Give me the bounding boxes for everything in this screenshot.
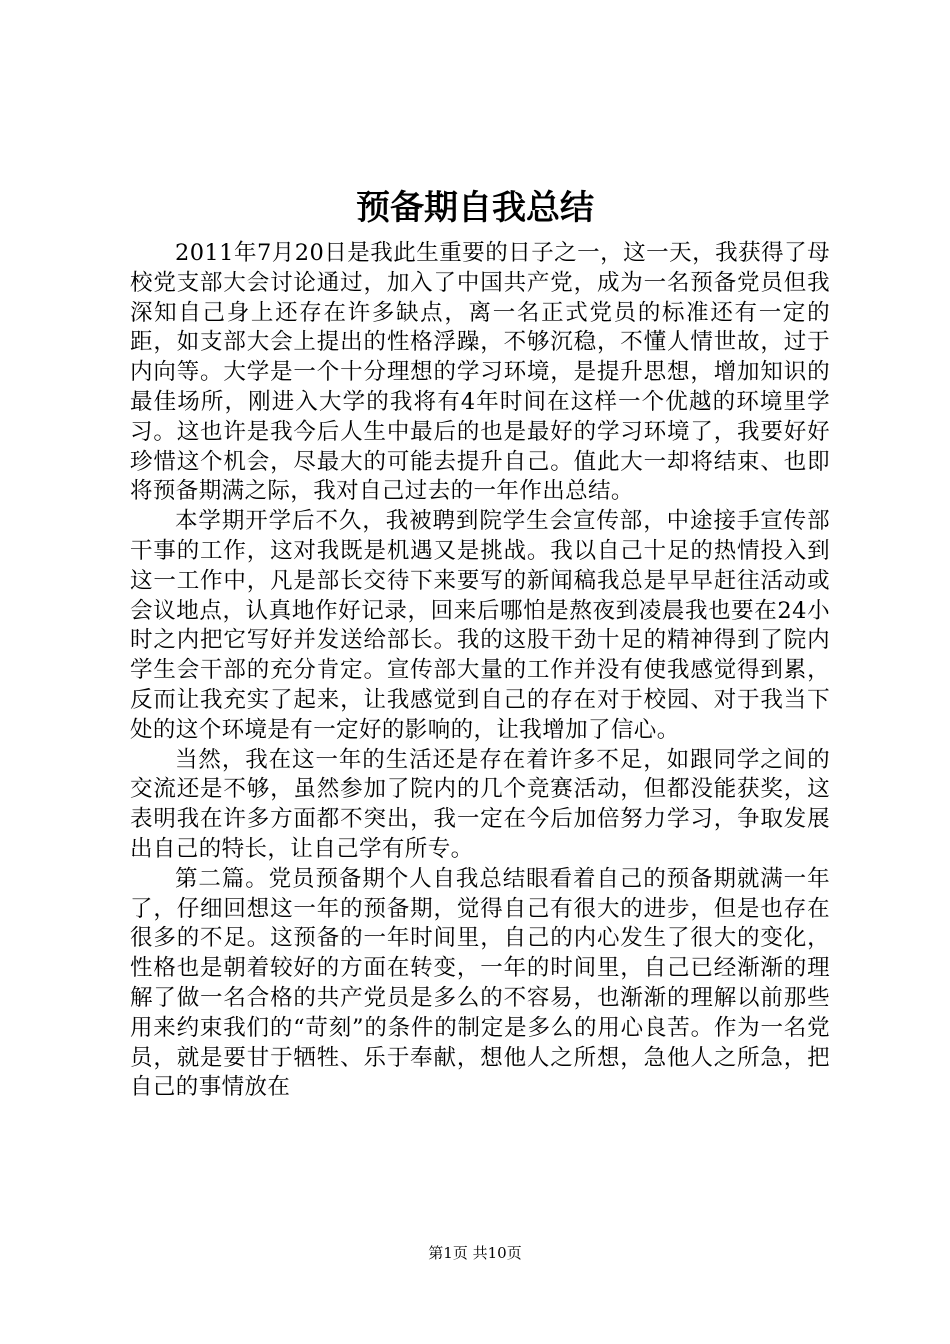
paragraph: 第二篇。党员预备期个人自我总结眼看着自己的预备期就满一年了，仔细回想这一年的预备期，觉得自己有很大的进步，但是也存在很多的不足。这预备的一年时间里，自己的内心发生了很大的变化，性格也是朝着较好的方面在转变，一年的时间里，自己已经渐渐的理解了做一名合格的共产党员是多么的不容易，也渐渐的理解以前那些用来约束我们的“苛刻”的条件的制定是多么的用心良苦。作为一名党员，就是要甘于牺牲、乐于奉献，想他人之所想，急他人之所急，把自己的事情放在 (130, 865, 830, 1101)
document-body (130, 239, 830, 1103)
page-footer: 第1页 共10页 (428, 1244, 522, 1262)
document-title: 预备期自我总结 (356, 188, 594, 228)
paragraph: 2011年7月20日是我此生重要的日子之一，这一天，我获得了母校党支部大会讨论通过，加入了中国共产党，成为一名预备党员但我深知自己身上还存在许多缺点，离一名正式党员的标准还有一定的距，如支部大会上提出的性格浮躁，不够沉稳，不懂人情世故，过于内向等。大学是一个十分理想的学习环境，是提升思想，增加知识的最佳场所，刚进入大学的我将有4年时间在这样一个优越的环境里学习。这也许是我今后人生中最后的也是最好的学习环境了，我要好好珍惜这个机会，尽最大的可能去提升自己。值此大一却将结束、也即将预备期满之际，我对自己过去的一年作出总结。 (130, 240, 830, 505)
paragraph: 本学期开学后不久，我被聘到院学生会宣传部，中途接手宣传部干事的工作，这对我既是机遇又是挑战。我以自己十足的热情投入到这一工作中，凡是部长交待下来要写的新闻稿我总是早早赶往活动或会议地点，认真地作好记录，回来后哪怕是熬夜到凌晨我也要在24小时之内把它写好并发送给部长。我的这股干劲十足的精神得到了院内学生会干部的充分肯定。宣传部大量的工作并没有使我感觉得到累，反而让我充实了起来，让我感觉到自己的存在对于校园、对于我当下处的这个环境是有一定好的影响的，让我增加了信心。 (130, 508, 830, 743)
paragraph: 当然，我在这一年的生活还是存在着许多不足，如跟同学之间的交流还是不够，虽然参加了院内的几个竞赛活动，但都没能获奖，这表明我在许多方面都不突出，我一定在今后加倍努力学习，争取发展出自己的特长，让自己学有所专。 (130, 746, 830, 862)
